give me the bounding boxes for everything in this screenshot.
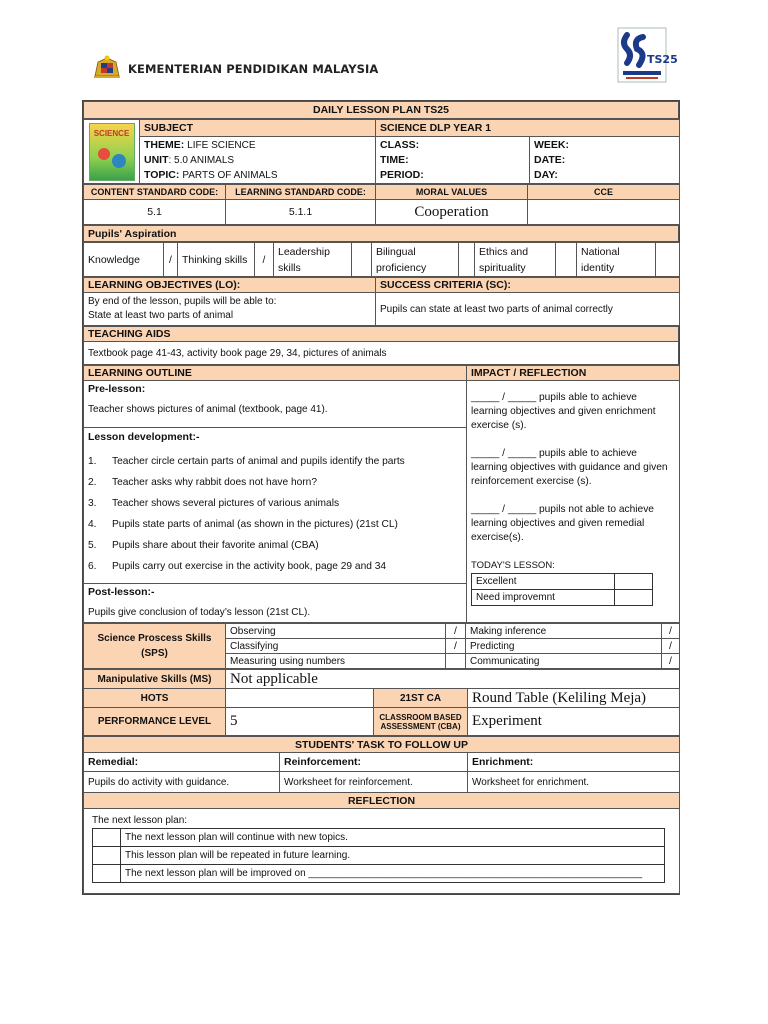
book-cover-cell xyxy=(84,120,140,184)
aspiration-knowledge: Knowledge xyxy=(84,243,164,277)
impact-enrichment: _____ / _____ pupils able to achieve learning objectives and given enrichment exercise (s). xyxy=(471,392,656,431)
sps-communicating: Communicating xyxy=(466,654,662,669)
todays-lesson-table xyxy=(471,573,653,606)
option-repeat: This lesson plan will be repeated in future learning. xyxy=(121,847,665,865)
malaysia-crest-logo xyxy=(92,54,122,80)
aspiration-leadership-mark xyxy=(352,243,372,277)
objectives-table xyxy=(83,277,680,326)
step-item: 6. Pupils carry out exercise in the activity book, page 29 and 34 xyxy=(88,561,387,572)
theme-unit-topic xyxy=(140,137,376,184)
class-label: CLASS: xyxy=(380,138,420,151)
learning-standard-label: LEARNING STANDARD CODE: xyxy=(226,185,376,200)
ms-label: Manipulative Skills (MS) xyxy=(84,670,226,689)
cce-label: CCE xyxy=(528,185,680,200)
todays-lesson-label: TODAY'S LESSON: xyxy=(471,560,555,571)
outline-label: LEARNING OUTLINE xyxy=(84,366,467,381)
post-lesson-text: Pupils give conclusion of today’s lesson (21st CL). xyxy=(88,607,311,618)
book-cover-title: SCIENCE xyxy=(93,128,130,138)
date-label: DATE: xyxy=(534,153,566,166)
aids-label: TEACHING AIDS xyxy=(84,327,679,342)
sps-predicting: Predicting xyxy=(466,639,662,654)
unit-value: : 5.0 ANIMALS xyxy=(168,154,235,166)
sps-table xyxy=(83,623,680,669)
option-checkbox[interactable] xyxy=(93,865,121,883)
time-label: TIME: xyxy=(380,153,409,166)
period-label: PERIOD: xyxy=(380,168,424,181)
aids-text: Textbook page 41-43, activity book page 29, 34, pictures of animals xyxy=(84,342,679,365)
impact-body xyxy=(467,381,680,623)
objectives-line1: By end of the lesson, pupils will be able to: xyxy=(88,296,277,307)
sps-measuring-mark xyxy=(446,654,466,669)
subject-table xyxy=(83,119,680,184)
reflection-options xyxy=(92,828,665,883)
content-standard-label: CONTENT STANDARD CODE: xyxy=(84,185,226,200)
remedial-label: Remedial: xyxy=(84,753,280,772)
aspiration-leadership: Leadership skills xyxy=(274,243,352,277)
unit-label: UNIT xyxy=(144,153,169,166)
theme-value: LIFE SCIENCE xyxy=(187,139,256,151)
objectives-line2: State at least two parts of animal xyxy=(88,310,234,321)
ts25-logo-text: TS25 xyxy=(647,53,678,66)
aspiration-bilingual: Bilingual proficiency xyxy=(372,243,459,277)
reflection-body xyxy=(84,809,680,894)
sps-observing: Observing xyxy=(226,624,446,639)
aspiration-label: Pupils' Aspiration xyxy=(84,226,679,242)
step-item: 1. Teacher circle certain parts of animal and pupils identify the parts xyxy=(88,456,405,467)
skills-table xyxy=(83,669,680,736)
tasks-label: STUDENTS' TASK TO FOLLOW UP xyxy=(84,737,680,753)
ca21-value: Round Table (Keliling Meja) xyxy=(468,689,680,708)
theme-label: THEME: xyxy=(144,138,185,151)
aspiration-national: National identity xyxy=(577,243,656,277)
cba-label: CLASSROOM BASED ASSESSMENT (CBA) xyxy=(374,708,468,736)
success-text: Pupils can state at least two parts of animal correctly xyxy=(376,293,680,326)
ca21-label: 21ST CA xyxy=(374,689,468,708)
success-label: SUCCESS CRITERIA (SC): xyxy=(376,278,680,293)
option-checkbox[interactable] xyxy=(93,847,121,865)
development-label: Lesson development:- xyxy=(88,431,200,443)
excellent-box[interactable] xyxy=(615,574,653,590)
aspiration-items xyxy=(83,242,680,277)
tasks-table xyxy=(83,736,680,894)
step-item: 4. Pupils state parts of animal (as shown in the pictures) (21st CL) xyxy=(88,519,398,530)
reflection-intro: The next lesson plan: xyxy=(92,815,188,826)
plan-title: DAILY LESSON PLAN TS25 xyxy=(84,102,679,119)
sps-classifying: Classifying xyxy=(226,639,446,654)
lesson-plan-sheet xyxy=(82,100,680,895)
subject-value: SCIENCE DLP YEAR 1 xyxy=(376,120,680,137)
need-improvement-row: Need improvemnt xyxy=(472,590,615,606)
impact-reinforcement: _____ / _____ pupils able to achieve learning objectives with guidance and given reinforcement exercise (s). xyxy=(471,448,668,487)
sps-observing-mark: / xyxy=(446,624,466,639)
aspiration-thinking: Thinking skills xyxy=(178,243,255,277)
sps-communicating-mark: / xyxy=(662,654,680,669)
performance-label: PERFORMANCE LEVEL xyxy=(84,708,226,736)
pre-lesson-text: Teacher shows pictures of animal (textbook, page 41). xyxy=(88,404,328,415)
remedial-text: Pupils do activity with guidance. xyxy=(84,772,280,793)
aids-table xyxy=(83,326,679,365)
book-cover-image xyxy=(89,123,135,181)
step-item: 5. Pupils share about their favorite animal (CBA) xyxy=(88,540,319,551)
cce-value xyxy=(528,200,680,225)
development-steps xyxy=(88,451,462,577)
need-improvement-box[interactable] xyxy=(615,590,653,606)
cba-value: Experiment xyxy=(468,708,680,736)
post-lesson-label: Post-lesson:- xyxy=(88,586,155,598)
sps-classifying-mark: / xyxy=(446,639,466,654)
topic-label: TOPIC: xyxy=(144,168,180,181)
hots-value xyxy=(226,689,374,708)
aspiration-knowledge-mark: / xyxy=(164,243,178,277)
option-continue: The next lesson plan will continue with new topics. xyxy=(121,829,665,847)
learning-standard-value: 5.1.1 xyxy=(226,200,376,225)
aspiration-table xyxy=(83,225,679,242)
topic-value: PARTS OF ANIMALS xyxy=(182,169,278,181)
impact-label: IMPACT / REFLECTION xyxy=(467,366,680,381)
aspiration-ethics-mark xyxy=(556,243,577,277)
outline-table xyxy=(83,365,680,623)
hots-label: HOTS xyxy=(84,689,226,708)
subject-label: SUBJECT xyxy=(140,120,376,137)
reinforcement-text: Worksheet for reinforcement. xyxy=(280,772,468,793)
class-time-period xyxy=(376,137,530,184)
step-item: 2. Teacher asks why rabbit does not have horn? xyxy=(88,477,318,488)
sps-inference: Making inference xyxy=(466,624,662,639)
outline-body xyxy=(84,381,467,623)
option-checkbox[interactable] xyxy=(93,829,121,847)
standards-table xyxy=(83,184,680,225)
pre-lesson-label: Pre-lesson: xyxy=(88,383,146,395)
step-item: 3. Teacher shows several pictures of various animals xyxy=(88,498,340,509)
moral-values-label: MORAL VALUES xyxy=(376,185,528,200)
sps-label: Science Proscess Skills (SPS) xyxy=(84,624,226,669)
moral-values-value: Cooperation xyxy=(376,200,528,225)
option-improve: The next lesson plan will be improved on ____________________________________________________________ xyxy=(121,865,665,883)
ts25-logo xyxy=(617,27,678,83)
ministry-title: KEMENTERIAN PENDIDIKAN MALAYSIA xyxy=(128,62,379,76)
objectives-text xyxy=(84,293,376,326)
week-date-day xyxy=(530,137,680,184)
day-label: DAY: xyxy=(534,168,558,181)
aspiration-national-mark xyxy=(656,243,680,277)
week-label: WEEK: xyxy=(534,138,569,151)
enrichment-label: Enrichment: xyxy=(468,753,680,772)
content-standard-value: 5.1 xyxy=(84,200,226,225)
impact-remedial: _____ / _____ pupils not able to achieve learning objectives and given remedial exercise(s). xyxy=(471,504,654,543)
sps-predicting-mark: / xyxy=(662,639,680,654)
ms-value: Not applicable xyxy=(226,670,680,689)
sps-measuring: Measuring using numbers xyxy=(226,654,446,669)
excellent-row: Excellent xyxy=(472,574,615,590)
objectives-label: LEARNING OBJECTIVES (LO): xyxy=(84,278,376,293)
enrichment-text: Worksheet for enrichment. xyxy=(468,772,680,793)
reflection-label: REFLECTION xyxy=(84,793,680,809)
sps-inference-mark: / xyxy=(662,624,680,639)
aspiration-bilingual-mark xyxy=(459,243,475,277)
reinforcement-label: Reinforcement: xyxy=(280,753,468,772)
performance-value: 5 xyxy=(226,708,374,736)
aspiration-thinking-mark: / xyxy=(255,243,274,277)
aspiration-ethics: Ethics and spirituality xyxy=(475,243,556,277)
title-table xyxy=(83,101,679,119)
